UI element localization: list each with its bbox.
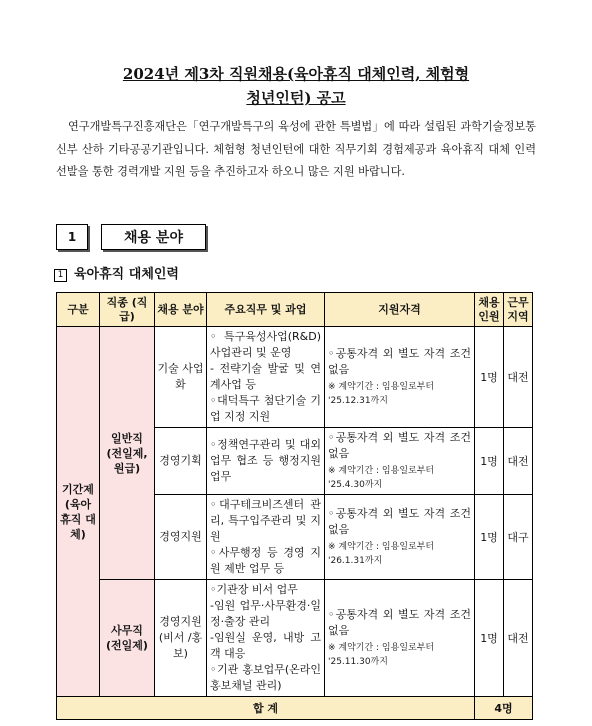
qualification-cell <box>325 495 475 580</box>
duties-cell <box>207 428 325 495</box>
duty-item: ◦대덕특구 첨단기술 기업 지정 지원 <box>210 394 321 423</box>
job-type-cell: 일반직 (전일제, 원급) <box>100 327 155 580</box>
intro-paragraph: 연구개발특구진흥재단은「연구개발특구의 육성에 관한 특별법」에 따라 설립된 과학기술정보통신부 산하 기타공공기관입니다. 체험형 청년인턴에 대한 직무기회 경험제공과 육아휴직 대체 인력 선발을 통한 경력개발 지원 등을 추진하고자 하오니 많은 지원 바랍니다. <box>56 120 536 178</box>
header-count: 채용 인원 <box>475 293 504 327</box>
contract-period: ※ 계약기간 : 임용일로부터 '25.11.30까지 <box>328 643 435 667</box>
header-job: 직종 (직급) <box>100 293 155 327</box>
count-cell: 1명 <box>475 495 504 580</box>
document-title <box>40 62 552 110</box>
location-cell: 대전 <box>504 428 533 495</box>
section-number-box: 1 <box>56 224 88 250</box>
subsection-heading <box>54 263 179 282</box>
location-cell: 대전 <box>504 580 533 697</box>
subsection-title: 육아휴직 대체인력 <box>74 267 179 282</box>
duty-item: ◦대구테크비즈센터 관리, 특구입주관리 및 지원 <box>210 498 321 543</box>
duty-item: ◦사무행정 등 경영 지원 제반 업무 등 <box>210 546 321 575</box>
field-cell: 경영기획 <box>155 428 207 495</box>
duty-item: -임원 업무·사무환경·일정·출장 관리 <box>210 599 321 628</box>
count-cell: 1명 <box>475 327 504 428</box>
duty-item: ◦정책연구관리 및 대외업무 협조 등 행정지원 업무 <box>210 438 321 483</box>
field-cell: 경영지원 (비서 /홍보) <box>155 580 207 697</box>
title-line-1: 2024년 제3차 직원채용(육아휴직 대체인력, 체험형 <box>122 65 470 83</box>
recruitment-table <box>56 292 533 720</box>
contract-period: ※ 계약기간 : 임용일로부터 '25.4.30까지 <box>328 466 435 490</box>
table-header-row <box>57 293 533 327</box>
duty-item: ◦기관장 비서 업무 <box>210 583 298 596</box>
title-line-2: 청년인턴) 공고 <box>246 89 346 107</box>
qualification-cell <box>325 580 475 697</box>
qualification-cell <box>325 327 475 428</box>
qualification-cell <box>325 428 475 495</box>
header-location: 근무 지역 <box>504 293 533 327</box>
total-label: 합 계 <box>57 697 475 720</box>
qualification-text: ◦공통자격 외 별도 자격 조건 없음 <box>328 347 471 376</box>
employment-type-cell: 기간제 (육아 휴직 대체) <box>57 327 100 697</box>
header-duties: 주요직무 및 과업 <box>207 293 325 327</box>
header-gubun: 구분 <box>57 293 100 327</box>
header-field: 채용 분야 <box>155 293 207 327</box>
header-qualification: 지원자격 <box>325 293 475 327</box>
job-type-cell: 사무직 (전일제) <box>100 580 155 697</box>
section-name-box: 채용 분야 <box>101 224 206 250</box>
duties-cell <box>207 495 325 580</box>
total-count: 4명 <box>475 697 533 720</box>
duty-item: ◦기관 홍보업무(온라인 홍보채널 관리) <box>210 663 321 692</box>
total-row <box>57 697 533 720</box>
duty-item: -임원실 운영, 내방 고객 대응 <box>210 631 321 660</box>
duty-item: ◦특구육성사업(R&D) 사업관리 및 운영 <box>210 330 321 359</box>
contract-period: ※ 계약기간 : 임용일로부터 '26.1.31까지 <box>328 542 435 566</box>
location-cell: 대전 <box>504 327 533 428</box>
field-cell: 기술 사업화 <box>155 327 207 428</box>
count-cell: 1명 <box>475 428 504 495</box>
table-row <box>57 580 533 697</box>
qualification-text: ◦공통자격 외 별도 자격 조건 없음 <box>328 431 471 460</box>
duty-item: - 전략기술 발굴 및 연계사업 등 <box>210 362 321 391</box>
qualification-text: ◦공통자격 외 별도 자격 조건 없음 <box>328 608 471 637</box>
field-cell: 경영지원 <box>155 495 207 580</box>
table-row <box>57 327 533 428</box>
contract-period: ※ 계약기간 : 임용일로부터 '25.12.31까지 <box>328 382 435 406</box>
subsection-marker: 1 <box>54 269 67 282</box>
duties-cell <box>207 327 325 428</box>
qualification-text: ◦공통자격 외 별도 자격 조건 없음 <box>328 507 471 536</box>
count-cell: 1명 <box>475 580 504 697</box>
location-cell: 대구 <box>504 495 533 580</box>
duties-cell <box>207 580 325 697</box>
